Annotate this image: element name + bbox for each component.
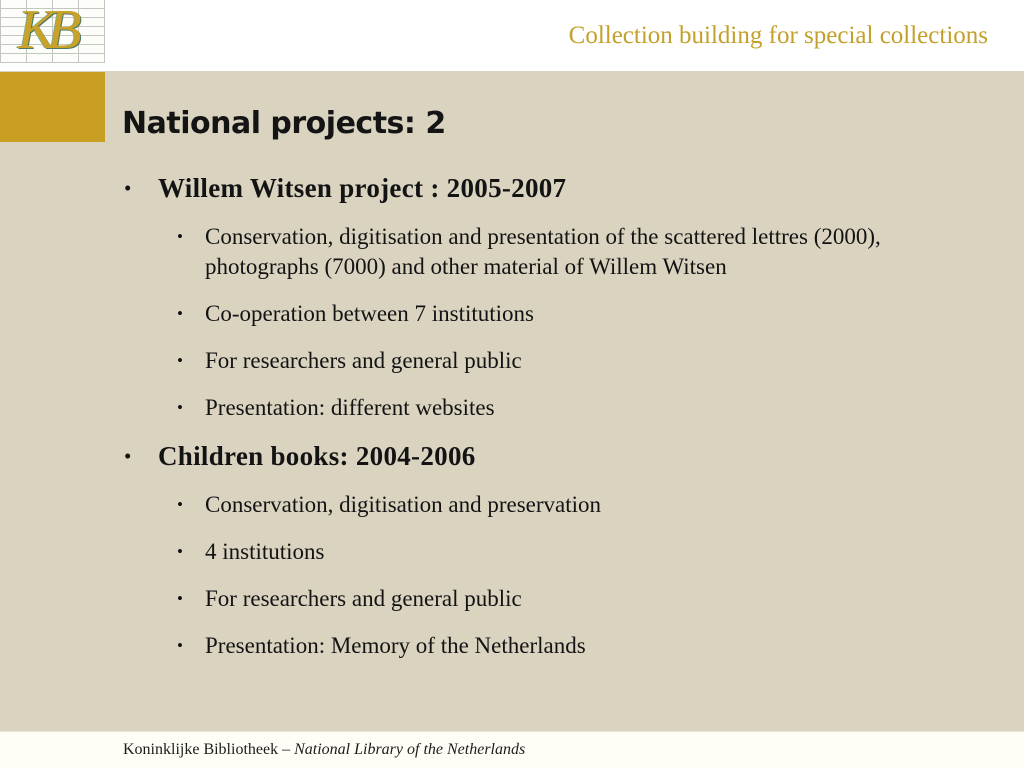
footer-org-name: Koninklijke Bibliotheek – (123, 741, 295, 758)
list-item-label: Conservation, digitisation and presentation of the scattered lettres (2000), photographs (7000) and other material of Willem Witsen (205, 224, 881, 279)
bullet-icon: • (177, 227, 183, 246)
presentation-title: Collection building for special collections (568, 22, 988, 49)
list-item (122, 490, 974, 520)
list-item-label: Children books: 2004-2006 (158, 441, 476, 471)
bullet-icon: • (124, 444, 132, 468)
gold-accent-block (0, 72, 105, 142)
footer-text (123, 741, 525, 759)
list-item (122, 537, 974, 567)
bullet-icon: • (177, 636, 183, 655)
bullet-icon: • (177, 398, 183, 417)
list-item-label: Willem Witsen project : 2005-2007 (158, 173, 567, 203)
list-item (122, 584, 974, 614)
list-item (122, 631, 974, 661)
slide-footer (0, 731, 1024, 768)
bullet-icon: • (177, 351, 183, 370)
list-item-label: 4 institutions (205, 539, 325, 564)
footer-org-name-english: National Library of the Netherlands (294, 741, 526, 758)
list-item (122, 222, 974, 282)
list-item-label: Presentation: Memory of the Netherlands (205, 633, 586, 658)
list-item (122, 299, 974, 329)
list-item-label: For researchers and general public (205, 348, 522, 373)
list-item-label: Presentation: different websites (205, 395, 495, 420)
bullet-icon: • (124, 176, 132, 200)
list-item-label: Conservation, digitisation and preservation (205, 492, 602, 517)
bullet-icon: • (177, 495, 183, 514)
bullet-icon: • (177, 542, 183, 561)
kb-logo-letters: KB (18, 0, 74, 61)
bullet-icon: • (177, 589, 183, 608)
list-item-willem-witsen (122, 172, 974, 205)
list-item-children-books (122, 440, 974, 473)
bullet-list (122, 172, 974, 678)
bullet-icon: • (177, 304, 183, 323)
kb-logo (0, 0, 105, 63)
list-item (122, 393, 974, 423)
slide-header (0, 0, 1024, 71)
page-title: National projects: 2 (122, 106, 446, 141)
list-item-label: Co-operation between 7 institutions (205, 301, 534, 326)
list-item-label: For researchers and general public (205, 586, 522, 611)
list-item (122, 346, 974, 376)
